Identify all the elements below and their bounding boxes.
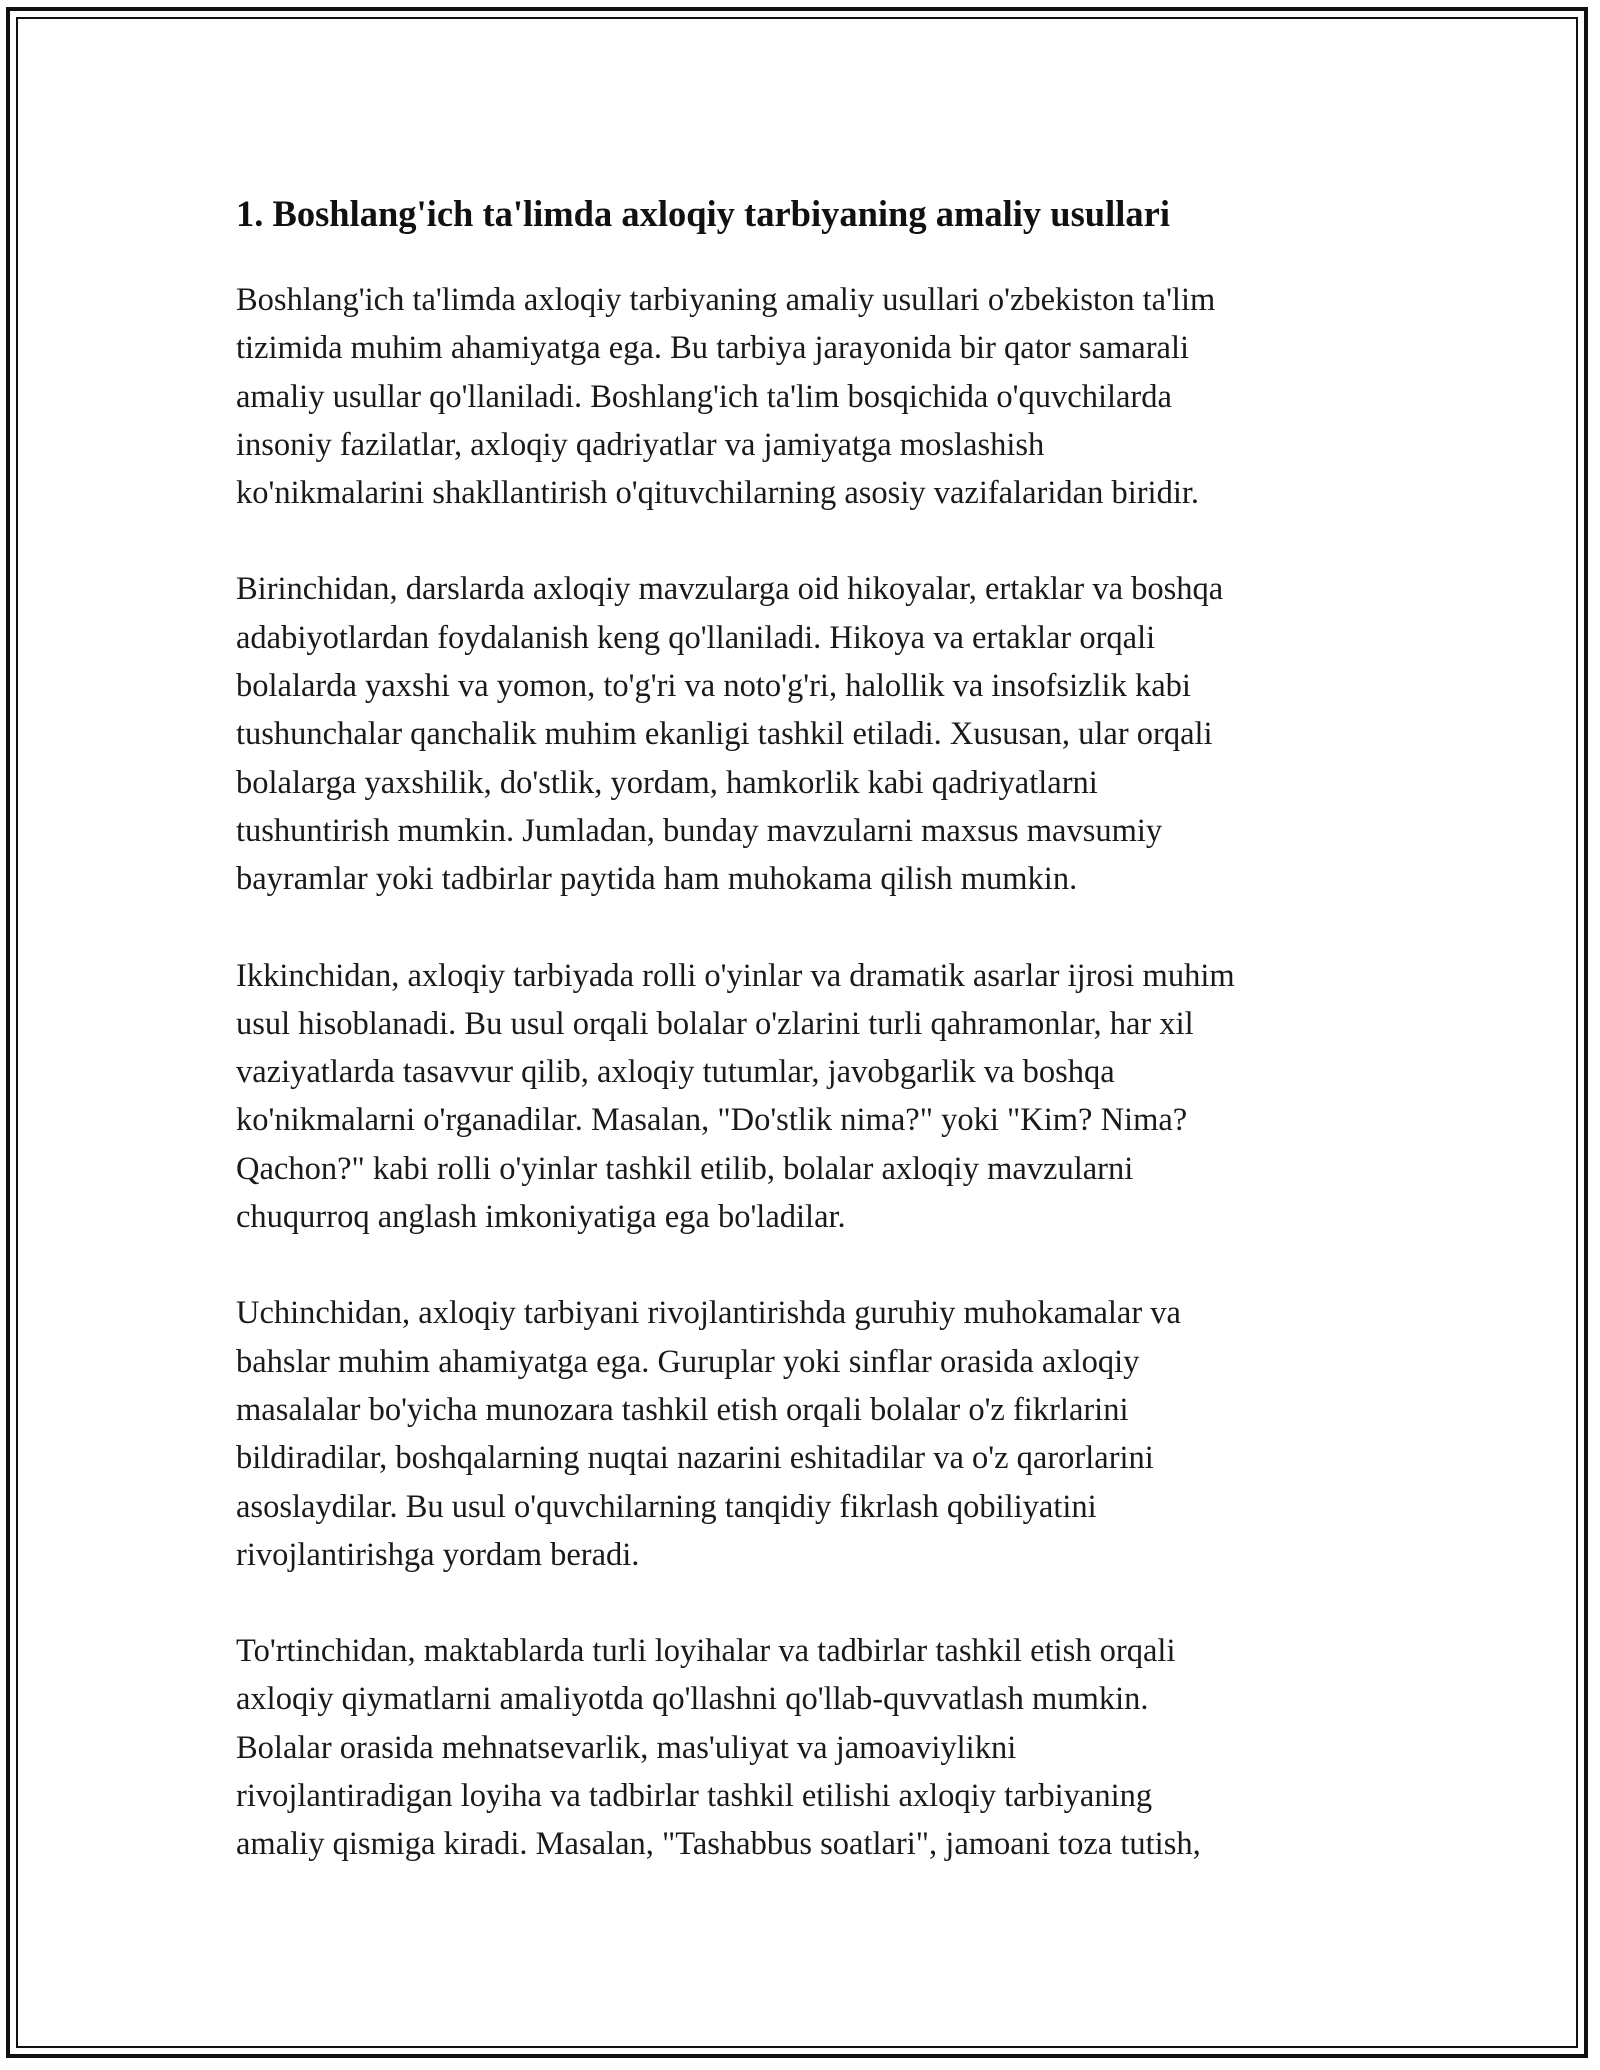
text-line: Qachon?" kabi rolli o'yinlar tashkil etilib, bolalar axloqiy mavzularni	[236, 1150, 1134, 1187]
text-line: axloqiy qiymatlarni amaliyotda qo'llashni qo'llab-quvvatlash mumkin.	[236, 1681, 1149, 1718]
text-line: To'rtinchidan, maktablarda turli loyihalar va tadbirlar tashkil etish orqali	[236, 1633, 1176, 1670]
paragraph-first	[236, 565, 1376, 903]
text-line: rivojlantiradigan loyiha va tadbirlar tashkil etilishi axloqiy tarbiyaning	[236, 1778, 1153, 1815]
text-line: bolalarda yaxshi va yomon, to'g'ri va noto'g'ri, halollik va insofsizlik kabi	[236, 668, 1191, 705]
text-line: usul hisoblanadi. Bu usul orqali bolalar o'zlarini turli qahramonlar, har xil	[236, 1005, 1194, 1042]
text-line: adabiyotlardan foydalanish keng qo'llaniladi. Hikoya va ertaklar orqali	[236, 619, 1156, 656]
paragraph-intro	[236, 276, 1376, 517]
text-line: amaliy qismiga kiradi. Masalan, "Tashabbus soatlari", jamoani toza tutish,	[236, 1826, 1201, 1863]
text-line: bahslar muhim ahamiyatga ega. Guruplar yoki sinflar orasida axloqiy	[236, 1343, 1140, 1380]
text-line: rivojlantirishga yordam beradi.	[236, 1536, 640, 1573]
section-heading: 1. Boshlang'ich ta'limda axloqiy tarbiyaning amaliy usullari	[236, 193, 1170, 234]
paragraph-second	[236, 952, 1376, 1242]
text-line: vaziyatlarda tasavvur qilib, axloqiy tutumlar, javobgarlik va boshqa	[236, 1054, 1115, 1091]
document-body	[236, 188, 1376, 1917]
text-line: ko'nikmalarni o'rganadilar. Masalan, "Do'stlik nima?" yoki "Kim? Nima?	[236, 1102, 1188, 1139]
text-line: amaliy usullar qo'llaniladi. Boshlang'ich ta'lim bosqichida o'quvchilarda	[236, 378, 1172, 415]
text-line: tushuntirish mumkin. Jumladan, bunday mavzularni maxsus mavsumiy	[236, 812, 1163, 849]
text-line: asoslaydilar. Bu usul o'quvchilarning tanqidiy fikrlash qobiliyatini	[236, 1488, 1097, 1525]
text-line: insoniy fazilatlar, axloqiy qadriyatlar va jamiyatga moslashish	[236, 426, 1045, 463]
text-line: Bolalar orasida mehnatsevarlik, mas'uliyat va jamoaviylikni	[236, 1729, 1017, 1766]
text-line: Ikkinchidan, axloqiy tarbiyada rolli o'yinlar va dramatik asarlar ijrosi muhim	[236, 957, 1235, 994]
text-line: Birinchidan, darslarda axloqiy mavzularga oid hikoyalar, ertaklar va boshqa	[236, 571, 1224, 608]
text-line: Boshlang'ich ta'limda axloqiy tarbiyaning amaliy usullari o'zbekiston ta'lim	[236, 282, 1216, 318]
paragraph-third	[236, 1289, 1376, 1579]
text-line: chuqurroq anglash imkoniyatiga ega bo'ladilar.	[236, 1199, 846, 1236]
text-line: bildiradilar, boshqalarning nuqtai nazarini eshitadilar va o'z qarorlarini	[236, 1440, 1154, 1477]
paragraph-fourth	[236, 1627, 1376, 1868]
text-line: tushunchalar qanchalik muhim ekanligi tashkil etiladi. Xususan, ular orqali	[236, 716, 1213, 753]
text-line: ko'nikmalarini shakllantirish o'qituvchilarning asosiy vazifalaridan biridir.	[236, 475, 1200, 512]
text-line: Uchinchidan, axloqiy tarbiyani rivojlantirishda guruhiy muhokamalar va	[236, 1295, 1181, 1332]
text-line: tizimida muhim ahamiyatga ega. Bu tarbiya jarayonida bir qator samarali	[236, 330, 1190, 367]
text-line: masalalar bo'yicha munozara tashkil etish orqali bolalar o'z fikrlarini	[236, 1391, 1129, 1428]
text-line: bolalarga yaxshilik, do'stlik, yordam, hamkorlik kabi qadriyatlarni	[236, 764, 1098, 801]
text-line: bayramlar yoki tadbirlar paytida ham muhokama qilish mumkin.	[236, 861, 1078, 898]
